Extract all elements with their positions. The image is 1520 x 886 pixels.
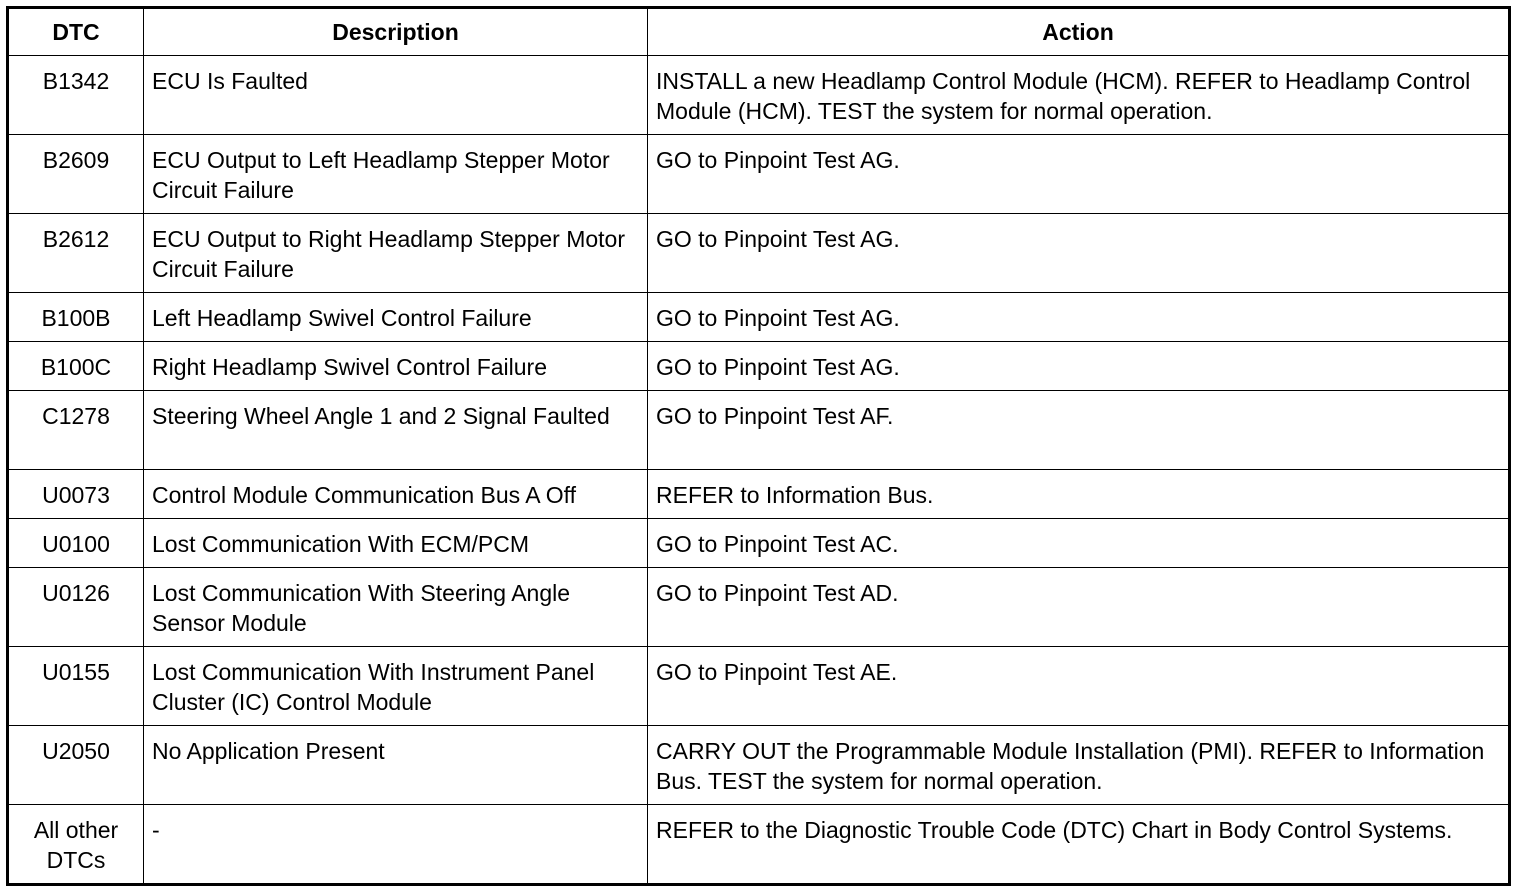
- description-cell: -: [144, 805, 648, 885]
- dtc-table: [6, 6, 1511, 886]
- table-row: [8, 391, 1510, 470]
- description-cell: Steering Wheel Angle 1 and 2 Signal Faulted: [144, 391, 648, 470]
- dtc-code-cell: U0155: [8, 647, 144, 726]
- description-cell: ECU Output to Left Headlamp Stepper Motor Circuit Failure: [144, 135, 648, 214]
- dtc-code-cell: B100B: [8, 293, 144, 342]
- action-cell: GO to Pinpoint Test AF.: [648, 391, 1510, 470]
- dtc-code-cell: B1342: [8, 56, 144, 135]
- action-cell: REFER to Information Bus.: [648, 470, 1510, 519]
- table-row: [8, 568, 1510, 647]
- description-cell: ECU Output to Right Headlamp Stepper Motor Circuit Failure: [144, 214, 648, 293]
- action-cell: GO to Pinpoint Test AG.: [648, 135, 1510, 214]
- table-row: [8, 342, 1510, 391]
- column-header-description: Description: [144, 8, 648, 56]
- description-cell: Lost Communication With ECM/PCM: [144, 519, 648, 568]
- action-cell: INSTALL a new Headlamp Control Module (HCM). REFER to Headlamp Control Module (HCM). TEST the system for normal operation.: [648, 56, 1510, 135]
- table-row: [8, 135, 1510, 214]
- column-header-dtc: DTC: [8, 8, 144, 56]
- table-header-row: [8, 8, 1510, 56]
- action-cell: GO to Pinpoint Test AD.: [648, 568, 1510, 647]
- dtc-code-cell: B100C: [8, 342, 144, 391]
- table-row: [8, 214, 1510, 293]
- table-row: [8, 726, 1510, 805]
- dtc-code-cell: U0073: [8, 470, 144, 519]
- dtc-code-cell: U2050: [8, 726, 144, 805]
- dtc-code-cell: U0100: [8, 519, 144, 568]
- action-cell: GO to Pinpoint Test AG.: [648, 214, 1510, 293]
- table-row: [8, 470, 1510, 519]
- description-cell: No Application Present: [144, 726, 648, 805]
- description-cell: Left Headlamp Swivel Control Failure: [144, 293, 648, 342]
- table-row: [8, 519, 1510, 568]
- table-row: [8, 293, 1510, 342]
- dtc-code-cell: B2609: [8, 135, 144, 214]
- description-cell: Control Module Communication Bus A Off: [144, 470, 648, 519]
- description-cell: Right Headlamp Swivel Control Failure: [144, 342, 648, 391]
- dtc-code-cell: C1278: [8, 391, 144, 470]
- action-cell: CARRY OUT the Programmable Module Installation (PMI). REFER to Information Bus. TEST the system for normal operation.: [648, 726, 1510, 805]
- action-cell: GO to Pinpoint Test AE.: [648, 647, 1510, 726]
- action-cell: GO to Pinpoint Test AG.: [648, 293, 1510, 342]
- column-header-action: Action: [648, 8, 1510, 56]
- dtc-code-cell: B2612: [8, 214, 144, 293]
- table-row: [8, 805, 1510, 885]
- action-cell: REFER to the Diagnostic Trouble Code (DTC) Chart in Body Control Systems.: [648, 805, 1510, 885]
- action-cell: GO to Pinpoint Test AG.: [648, 342, 1510, 391]
- dtc-code-cell: All other DTCs: [8, 805, 144, 885]
- description-cell: Lost Communication With Steering Angle Sensor Module: [144, 568, 648, 647]
- action-cell: GO to Pinpoint Test AC.: [648, 519, 1510, 568]
- description-cell: Lost Communication With Instrument Panel Cluster (IC) Control Module: [144, 647, 648, 726]
- dtc-code-cell: U0126: [8, 568, 144, 647]
- description-cell: ECU Is Faulted: [144, 56, 648, 135]
- table-row: [8, 56, 1510, 135]
- table-row: [8, 647, 1510, 726]
